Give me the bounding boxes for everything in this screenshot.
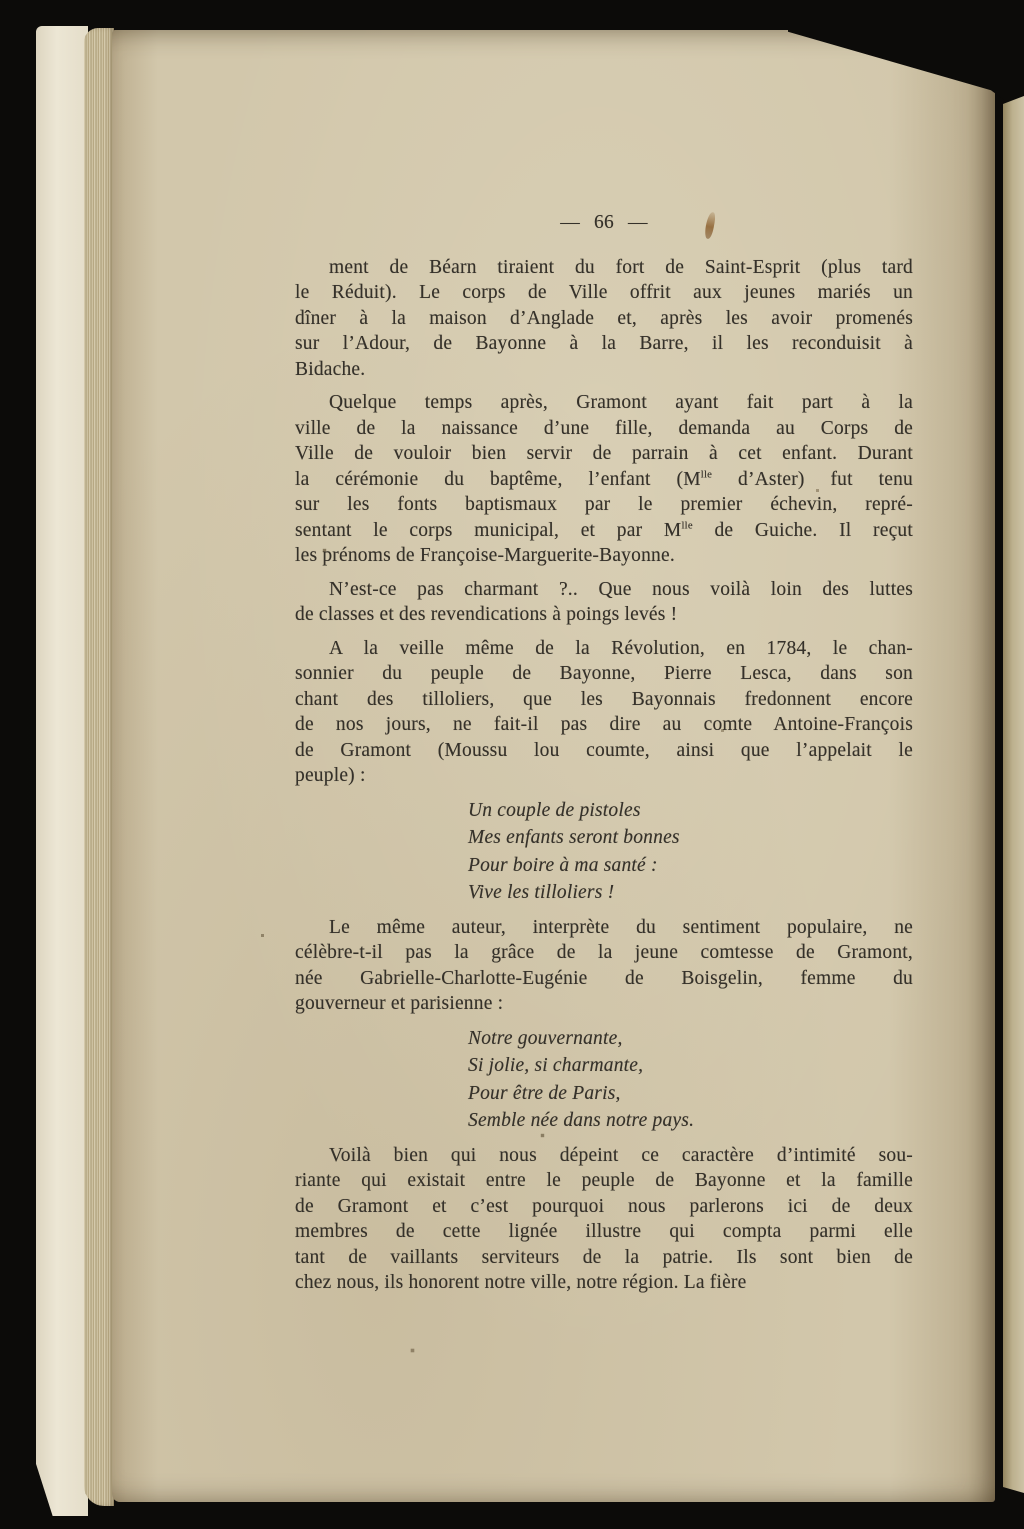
text-line: chant des tilloliers, que les Bayonnais fredonnent encore xyxy=(295,688,913,710)
text-line: de classes et des revendications à poings levés ! xyxy=(295,604,678,625)
verse-block xyxy=(468,1025,913,1135)
text-line: sentant le corps municipal, et par $M^{lle}$ de Guiche. Il reçut xyxy=(295,519,913,541)
paragraph-block xyxy=(295,636,913,789)
text-line: Pour être de Paris, xyxy=(468,1082,621,1104)
text-line: les prénoms de Françoise-Marguerite-Bayonne. xyxy=(295,545,675,566)
text-line: N’est-ce pas charmant ?.. Que nous voilà loin des luttes xyxy=(329,578,913,600)
text-line: Bidache. xyxy=(295,358,366,380)
text-line: ment de Béarn tiraient du fort de Saint-Esprit (plus tard xyxy=(329,256,913,278)
paragraph-block xyxy=(295,1143,913,1296)
text-line: membres de cette lignée illustre qui compta parmi elle xyxy=(295,1221,913,1242)
text-line: le Réduit). Le corps de Ville offrit aux jeunes mariés un xyxy=(295,282,913,303)
paragraph-block xyxy=(295,390,913,569)
text-line: peuple) : xyxy=(295,765,366,786)
text-line: Le même auteur, interprète du sentiment populaire, ne xyxy=(329,916,913,938)
text-line: Quelque temps après, Gramont ayant fait part à la xyxy=(329,392,913,413)
paragraph-block xyxy=(295,255,913,383)
text-line: Notre gouvernante, xyxy=(468,1027,623,1049)
next-page-edge xyxy=(1003,96,1024,1493)
verse-block xyxy=(468,797,913,907)
text-line: de Gramont (Moussu lou coumte, ainsi que l’appelait le xyxy=(295,739,913,761)
text-line: Si jolie, si charmante, xyxy=(468,1055,644,1076)
text-line: Ville de vouloir bien servir de parrain à cet enfant. Durant xyxy=(295,443,913,464)
text-line: sur l’Adour, de Bayonne à la Barre, il les reconduisit à xyxy=(295,333,913,354)
text-line: gouverneur et parisienne : xyxy=(295,993,504,1014)
text-line: de Gramont et c’est pourquoi nous parlerons ici de deux xyxy=(295,1195,913,1217)
text-line: Vive les tilloliers ! xyxy=(468,882,615,903)
text-line: la cérémonie du baptême, l’enfant ($M^{lle}$ d’Aster) fut tenu xyxy=(295,468,913,490)
text-line: dîner à la maison d’Anglade et, après les avoir promenés xyxy=(295,307,913,329)
text-line: de nos jours, ne fait-il pas dire au comte Antoine-François xyxy=(295,714,913,735)
paper-specks xyxy=(112,30,113,31)
text-line: Mes enfants seront bonnes xyxy=(468,827,680,848)
text-line: riante qui existait entre le peuple de Bayonne et la famille xyxy=(295,1170,913,1191)
text-line: ville de la naissance d’une fille, demanda au Corps de xyxy=(295,417,913,439)
paragraph-block xyxy=(295,577,913,628)
paragraph-block xyxy=(295,915,913,1017)
text-line: Un couple de pistoles xyxy=(468,799,641,821)
page-number: — 66 — xyxy=(560,212,648,233)
text-line: Voilà bien qui nous dépeint ce caractère d’intimité sou- xyxy=(329,1144,913,1166)
text-line: sur les fonts baptismaux par le premier échevin, repré- xyxy=(295,494,913,515)
text-body xyxy=(295,255,913,1296)
page-text xyxy=(295,210,913,1304)
text-line: Semble née dans notre pays. xyxy=(468,1110,695,1131)
stacked-page-edges xyxy=(84,28,114,1506)
text-line: née Gabrielle-Charlotte-Eugénie de Boisgelin, femme du xyxy=(295,967,913,989)
text-line: sonnier du peuple de Bayonne, Pierre Lesca, dans son xyxy=(295,663,913,684)
text-line: tant de vaillants serviteurs de la patrie. Ils sont bien de xyxy=(295,1246,913,1268)
text-line: célèbre-t-il pas la grâce de la jeune comtesse de Gramont, xyxy=(295,942,913,963)
text-line: Pour boire à ma santé : xyxy=(468,854,658,876)
text-line: A la veille même de la Révolution, en 1784, le chan- xyxy=(329,637,913,659)
underlying-page-edge xyxy=(36,26,88,1516)
text-line: chez nous, ils honorent notre ville, notre région. La fière xyxy=(295,1272,747,1293)
book-page xyxy=(112,30,995,1502)
